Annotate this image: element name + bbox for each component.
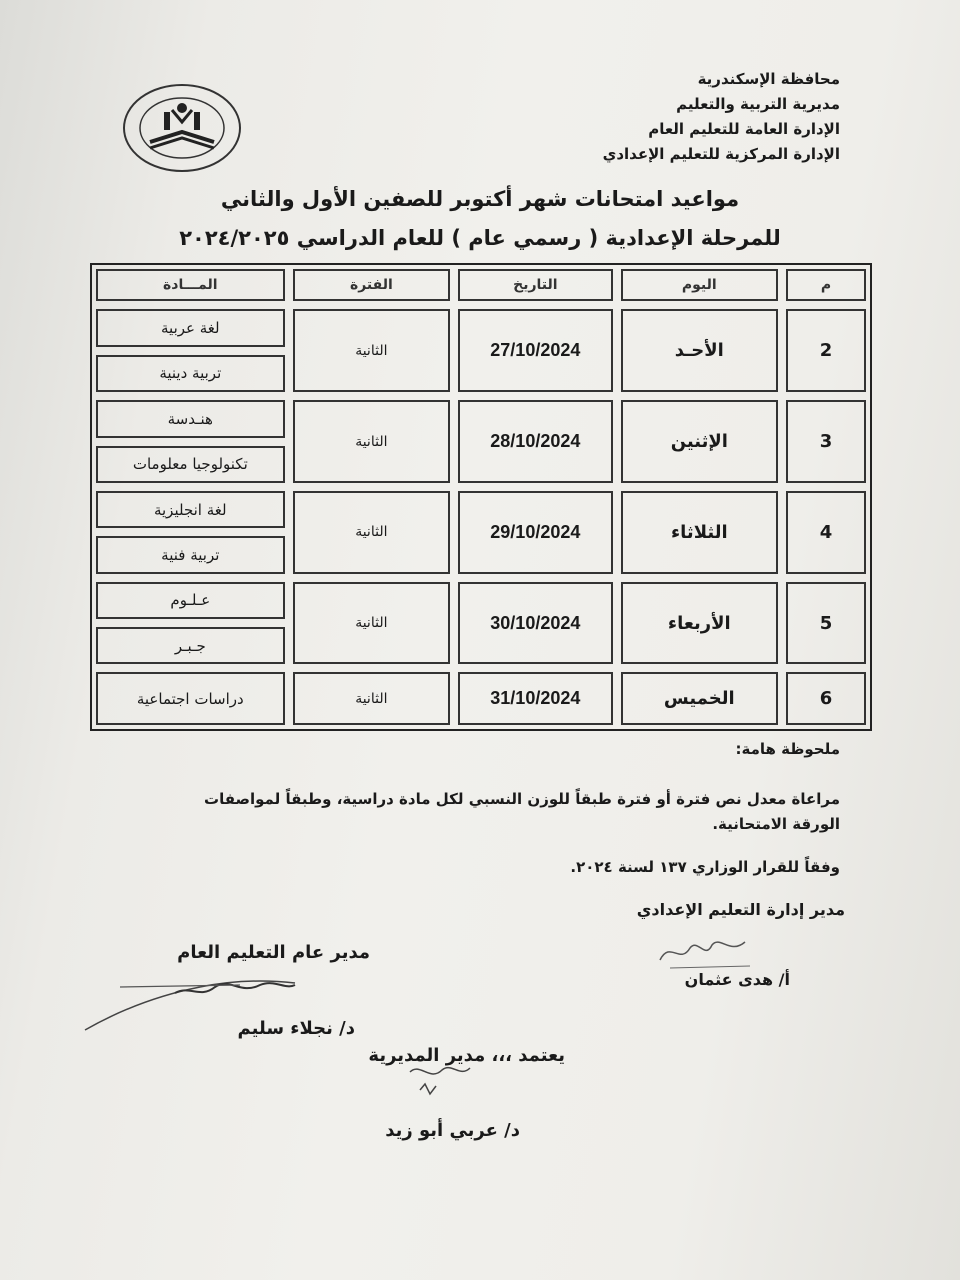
row-number: 4 [786, 491, 866, 574]
row-subject: تكنولوجيا معلومات [96, 446, 285, 483]
notes-line-1: مراعاة معدل نص فترة أو فترة طبقاً للوزن النسبي لكل مادة دراسية، وطبقاً لمواصفات [204, 790, 840, 808]
row-number: 2 [786, 309, 866, 392]
row-subject: تربية فنية [96, 536, 285, 573]
prep-director-title: مدير إدارة التعليم الإعدادي [636, 900, 845, 919]
row-period: الثانية [293, 309, 451, 392]
prep-director-signature [650, 930, 760, 975]
table-row [92, 305, 870, 350]
approval-title: يعتمد ،،، مدير المديرية [368, 1045, 565, 1066]
table-row [92, 487, 870, 532]
notes-line-3: وفقاً للقرار الوزاري ١٣٧ لسنة ٢٠٢٤. [570, 858, 840, 876]
table-row [92, 578, 870, 623]
general-director-title: مدير عام التعليم العام [177, 942, 370, 963]
row-period: الثانية [293, 672, 451, 725]
header-governorate: محافظة الإسكندرية [697, 70, 840, 88]
row-subject: عـلـوم [96, 582, 285, 619]
directorate-head-name: د/ عربي أبو زيد [385, 1120, 520, 1141]
header-general-admin: الإدارة العامة للتعليم العام [648, 120, 840, 138]
row-number: 6 [786, 672, 866, 725]
header-period: الفترة [293, 269, 451, 301]
row-period: الثانية [293, 491, 451, 574]
row-subject: جـبـر [96, 627, 285, 664]
header-date: التاريخ [458, 269, 612, 301]
row-subject: لغة انجليزية [96, 491, 285, 528]
notes-line-2: الورقة الامتحانية. [712, 815, 840, 833]
row-subject: لغة عربية [96, 309, 285, 346]
row-day: الأربعاء [621, 582, 779, 665]
header-directorate: مديرية التربية والتعليم [676, 95, 840, 113]
row-period: الثانية [293, 400, 451, 483]
row-day: الثلاثاء [621, 491, 779, 574]
general-director-name: د/ نجلاء سليم [237, 1018, 355, 1039]
document-title: مواعيد امتحانات شهر أكتوبر للصفين الأول والثاني [220, 187, 740, 211]
header-subject: المـــادة [96, 269, 285, 301]
row-number: 3 [786, 400, 866, 483]
header-central-admin: الإدارة المركزية للتعليم الإعدادي [602, 145, 840, 163]
row-day: الخميس [621, 672, 779, 725]
exam-schedule-table [90, 263, 872, 731]
notes-heading: ملحوظة هامة: [735, 740, 840, 758]
row-date: 31/10/2024 [458, 672, 612, 725]
header-num: م [786, 269, 866, 301]
row-period: الثانية [293, 582, 451, 665]
row-day: الإثنين [621, 400, 779, 483]
row-number: 5 [786, 582, 866, 665]
row-subject: هنـدسة [96, 400, 285, 437]
row-date: 28/10/2024 [458, 400, 612, 483]
row-day: الأحـد [621, 309, 779, 392]
document-subtitle: للمرحلة الإعدادية ( رسمي عام ) للعام الدراسي ٢٠٢٤/٢٠٢٥ [179, 226, 781, 250]
table-row [92, 396, 870, 441]
header-day: اليوم [621, 269, 779, 301]
row-date: 30/10/2024 [458, 582, 612, 665]
ministry-logo [120, 80, 245, 175]
row-date: 29/10/2024 [458, 491, 612, 574]
row-subject: تربية دينية [96, 355, 285, 392]
row-subject: دراسات اجتماعية [96, 672, 285, 725]
directorate-head-signature [400, 1060, 480, 1100]
table-row [92, 668, 870, 729]
prep-director-name: أ/ هدى عثمان [684, 970, 790, 989]
table-header-row [92, 265, 870, 305]
row-date: 27/10/2024 [458, 309, 612, 392]
